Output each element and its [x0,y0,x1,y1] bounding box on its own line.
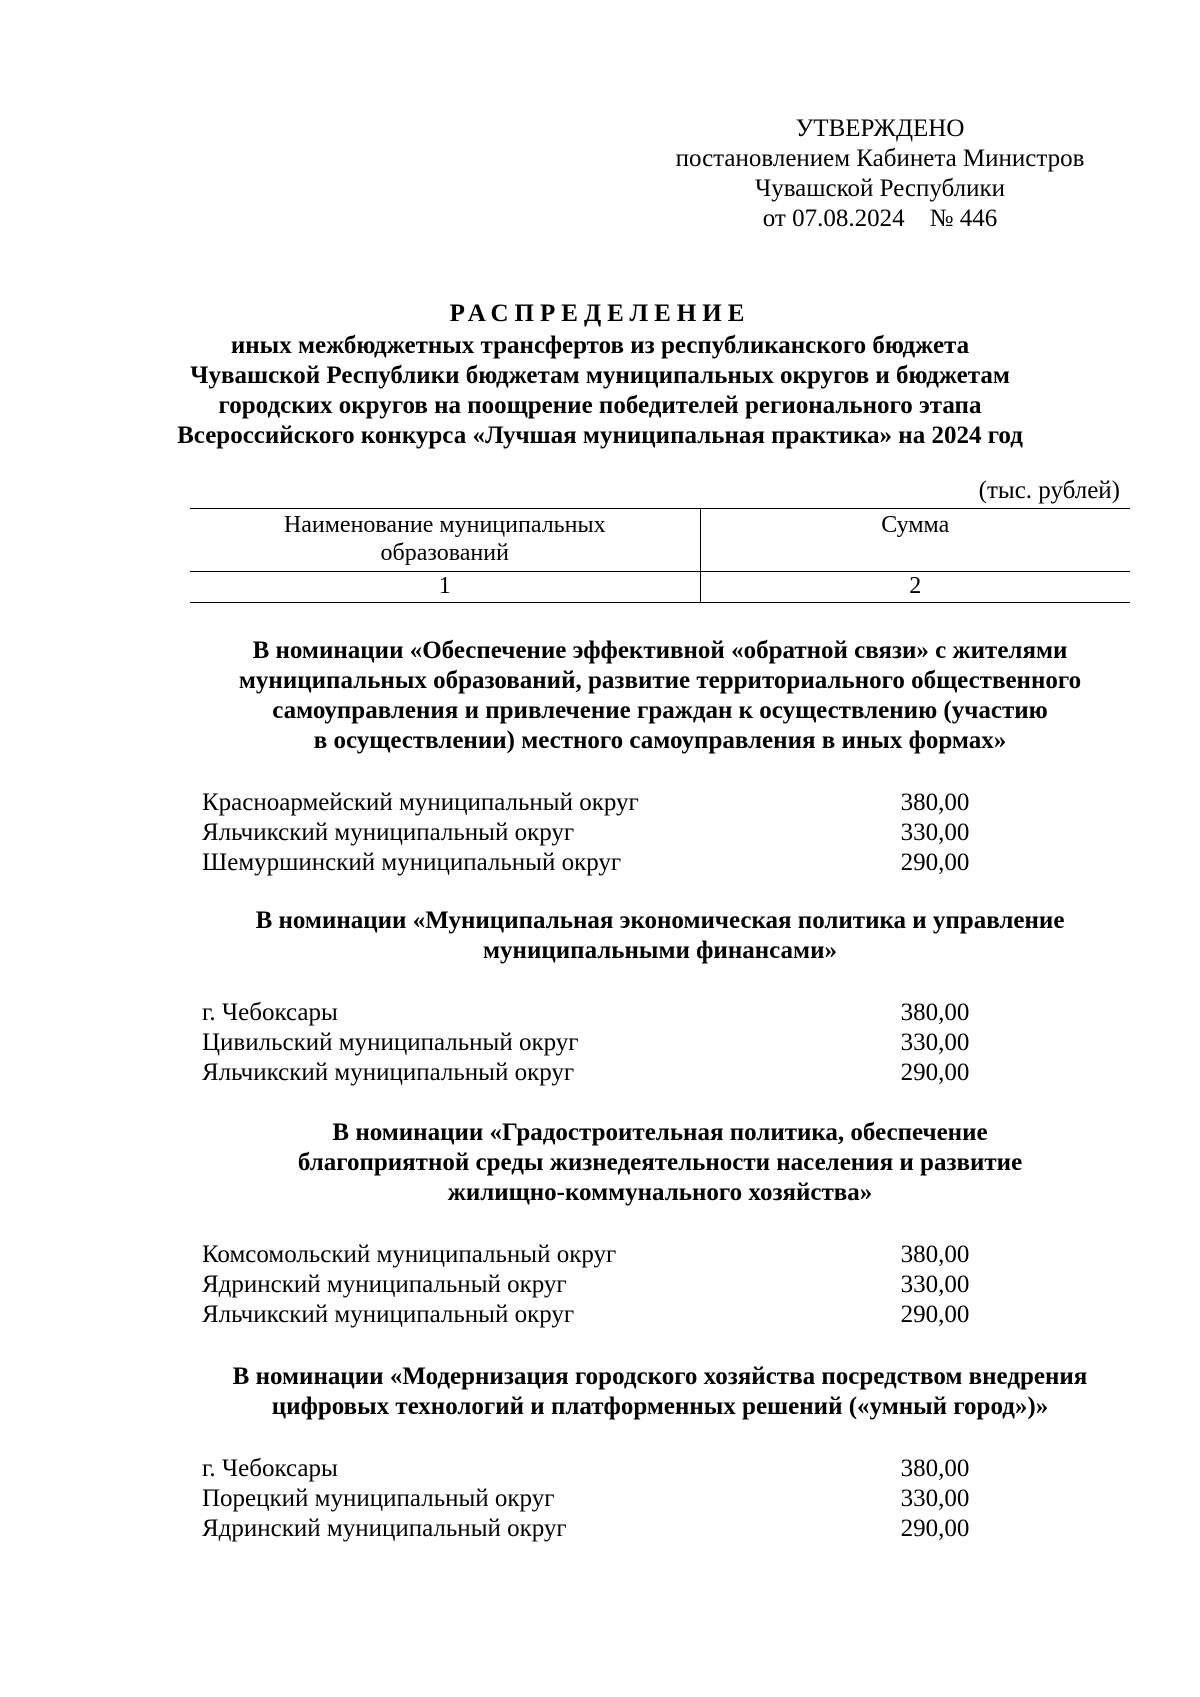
municipality-name: Ядринский муниципальный округ [202,1271,567,1298]
municipality-name: Комсомольский муниципальный округ [202,1241,617,1268]
nomination-title-line: муниципальными финансами» [483,937,837,964]
table-row [190,1028,1130,1058]
amount-value: 380,00 [900,1455,970,1482]
amount-value: 290,00 [900,849,970,876]
municipality-name: Яльчикский муниципальный округ [202,1059,575,1086]
amount-value: 380,00 [900,789,970,816]
table-row [190,1484,1130,1514]
header-row [190,509,1130,572]
column-number-2: 2 [700,572,1130,603]
table-row [190,818,1130,848]
title-line: Всероссийского конкурса «Лучшая муниципальная практика» на 2024 год [177,422,1023,449]
units-label: (тыс. рублей) [978,477,1120,504]
table-row [190,998,1130,1028]
municipality-name: Ядринский муниципальный округ [202,1515,567,1542]
municipality-name: г. Чебоксары [202,999,338,1026]
nomination-title-line: жилищно-коммунального хозяйства» [447,1179,873,1206]
title-heading: РАСПРЕДЕЛЕНИЕ [449,300,751,327]
table-row [190,788,1130,818]
amount-value: 330,00 [900,1271,970,1298]
nomination-title [190,1362,1130,1422]
municipality-name: Порецкий муниципальный округ [202,1485,555,1512]
municipality-name: Яльчикский муниципальный округ [202,1301,575,1328]
nomination-title-line: В номинации «Модернизация городского хозяйства посредством внедрения [232,1363,1088,1390]
header-table [190,508,1130,603]
nomination-rows [190,998,1130,1088]
amount-value: 290,00 [900,1301,970,1328]
amount-value: 330,00 [900,1029,970,1056]
nomination-title-line: благоприятной среды жизнедеятельности населения и развитие [297,1149,1023,1176]
amount-value: 290,00 [900,1059,970,1086]
approval-line-republic: Чувашской Республики [754,175,1006,202]
municipality-name: Яльчикский муниципальный округ [202,819,575,846]
amount-value: 330,00 [900,1485,970,1512]
column-header-name [190,509,700,572]
nomination-title-line: В номинации «Обеспечение эффективной «обратной связи» с жителями [252,637,1068,664]
municipality-name: Цивильский муниципальный округ [202,1029,579,1056]
nomination-rows [190,788,1130,878]
approval-line-resolution: постановлением Кабинета Министров [675,145,1085,172]
municipality-name: Шемуршинский муниципальный округ [202,849,622,876]
title-line: иных межбюджетных трансфертов из республиканского бюджета [230,332,970,359]
table-row [190,1240,1130,1270]
amount-value: 330,00 [900,819,970,846]
amount-value: 380,00 [900,999,970,1026]
title-line: городских округов на поощрение победителей регионального этапа [218,392,982,419]
nomination-section [190,1362,1130,1544]
column-number-1: 1 [190,572,700,603]
municipality-name: г. Чебоксары [202,1455,338,1482]
document-title [160,297,1040,451]
table-row [190,1300,1130,1330]
column-header-name-line: образований [380,540,509,566]
table-row [190,1454,1130,1484]
nomination-title [190,1118,1130,1208]
nomination-section [190,1118,1130,1330]
municipality-name: Красноармейский муниципальный округ [202,789,639,816]
column-number-row [190,572,1130,603]
nomination-rows [190,1240,1130,1330]
nomination-title [190,906,1130,966]
table-row [190,848,1130,878]
nomination-title-line: В номинации «Градостроительная политика, обеспечение [332,1119,988,1146]
nomination-title-line: муниципальных образований, развитие территориального общественного [238,667,1082,694]
amount-value: 380,00 [900,1241,970,1268]
title-line: Чувашской Республики бюджетам муниципальных округов и бюджетам [190,362,1010,389]
column-header-amount: Сумма [700,509,1130,572]
nomination-section [190,906,1130,1088]
amount-value: 290,00 [900,1515,970,1542]
table-row [190,1514,1130,1544]
approval-line-approved: УТВЕРЖДЕНО [795,115,965,142]
nomination-section [190,636,1130,878]
approval-stamp [640,114,1120,234]
table-row [190,1058,1130,1088]
nomination-title-line: В номинации «Муниципальная экономическая политика и управление [255,907,1065,934]
nomination-title-line: цифровых технологий и платформенных решений («умный город»)» [271,1393,1049,1420]
nomination-title-line: самоуправления и привлечение граждан к осуществлению (участию [272,697,1048,724]
column-header-name-line: Наименование муниципальных [283,512,606,538]
table-row [190,1270,1130,1300]
approval-line-date-number: от 07.08.2024 № 446 [762,205,998,232]
nomination-rows [190,1454,1130,1544]
nomination-title [190,636,1130,756]
nomination-title-line: в осуществлении) местного самоуправления в иных формах» [313,727,1007,754]
